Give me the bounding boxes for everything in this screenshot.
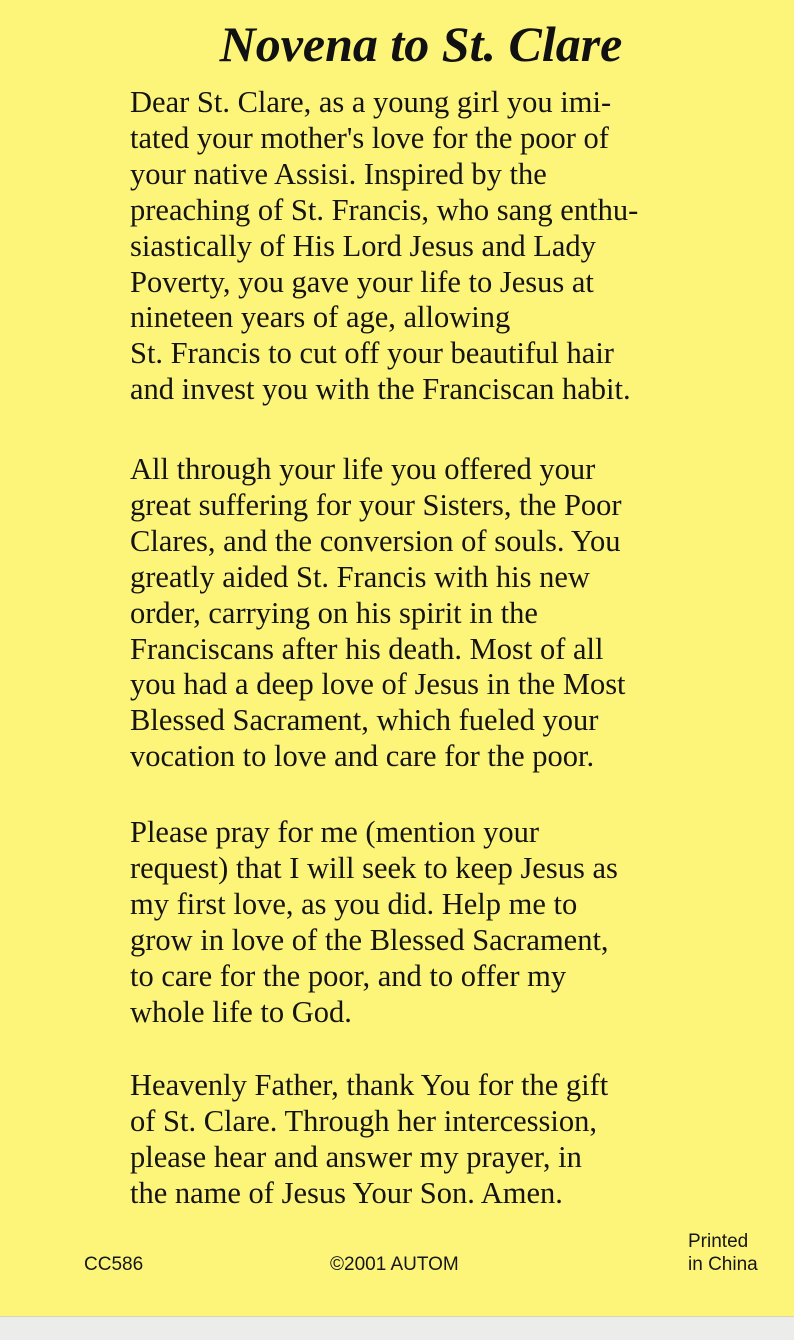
text-line: nineteen years of age, allowing	[130, 300, 511, 335]
text-line: Clares, and the conversion of souls. You	[130, 523, 621, 558]
text-line: whole life to God.	[130, 994, 352, 1029]
scan-margin	[0, 1317, 794, 1340]
text-line: Dear St. Clare, as a young girl you imi-	[130, 85, 612, 119]
printed-line: in China	[688, 1254, 758, 1275]
copyright-notice: ©2001 AUTOM	[330, 1254, 459, 1275]
text-line: of St. Clare. Through her intercession,	[130, 1103, 598, 1138]
paragraph-3	[130, 815, 730, 1030]
paragraph-1	[130, 85, 730, 408]
text-line: All through your life you offered your	[130, 452, 596, 486]
text-line: Please pray for me (mention your	[130, 815, 540, 849]
text-line: greatly aided St. Francis with his new	[130, 559, 590, 594]
text-line: to care for the poor, and to offer my	[130, 958, 567, 993]
paragraph-2	[130, 452, 730, 775]
text-line: your native Assisi. Inspired by the	[130, 156, 547, 191]
text-line: grow in love of the Blessed Sacrament,	[130, 922, 609, 957]
text-line: Franciscans after his death. Most of all	[130, 631, 604, 666]
text-line: preaching of St. Francis, who sang enthu-	[130, 192, 639, 227]
text-line: Blessed Sacrament, which fueled your	[130, 703, 599, 738]
paragraph-4	[130, 1068, 730, 1212]
text-line: and invest you with the Franciscan habit.	[130, 372, 631, 407]
text-line: Poverty, you gave your life to Jesus at	[130, 264, 594, 299]
text-line: request) that I will seek to keep Jesus as	[130, 850, 618, 885]
printed-line: Printed	[688, 1231, 749, 1252]
text-line: you had a deep love of Jesus in the Most	[130, 667, 626, 702]
text-line: vocation to love and care for the poor.	[130, 739, 595, 774]
text-line: tated your mother's love for the poor of	[130, 120, 609, 155]
text-line: siastically of His Lord Jesus and Lady	[130, 228, 596, 263]
text-line: St. Francis to cut off your beautiful hair	[130, 336, 614, 371]
text-line: order, carrying on his spirit in the	[130, 595, 538, 630]
printed-in-notice	[688, 1230, 758, 1276]
text-line: the name of Jesus Your Son. Amen.	[130, 1175, 563, 1210]
text-line: Heavenly Father, thank You for the gift	[130, 1068, 609, 1102]
text-line: my first love, as you did. Help me to	[130, 886, 578, 921]
product-code: CC586	[84, 1254, 144, 1275]
text-line: please hear and answer my prayer, in	[130, 1139, 582, 1174]
text-line: great suffering for your Sisters, the Poor	[130, 487, 622, 522]
page-title: Novena to St. Clare	[219, 16, 623, 72]
